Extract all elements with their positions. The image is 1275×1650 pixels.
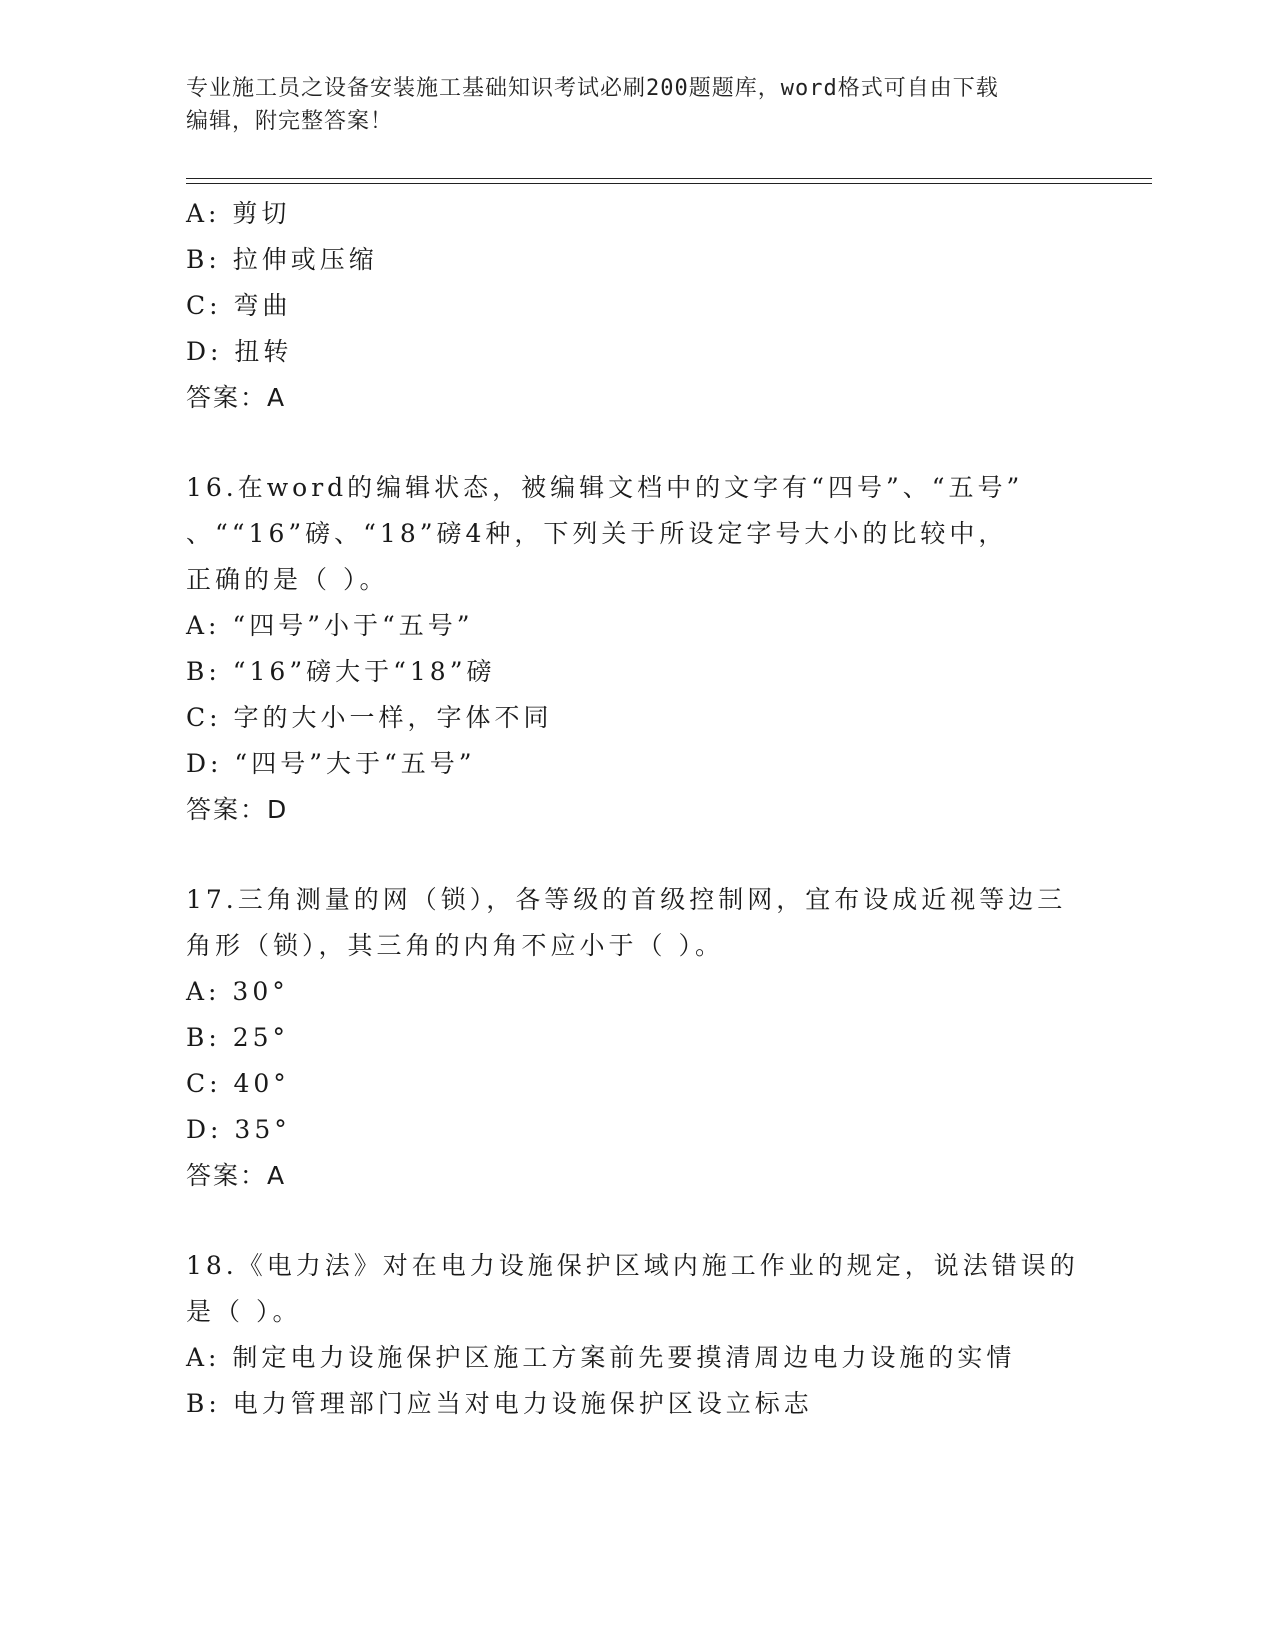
option-c: C: 40° [186, 1069, 290, 1098]
header-title-line-2: 编辑，附完整答案！ [186, 109, 394, 134]
question-17 [186, 877, 1086, 1199]
question-stem-line: 、““16”磅、“18”磅4种，下列关于所设定字号大小的比较中， [186, 519, 1008, 548]
header-divider-top [186, 178, 1152, 179]
option-d: D: 扭转 [186, 337, 293, 366]
option-b: B: 电力管理部门应当对电力设施保护区设立标志 [186, 1389, 813, 1418]
option-b: B: “16”磅大于“18”磅 [186, 657, 496, 686]
question-16 [186, 465, 1086, 833]
option-d: D: “四号”大于“五号” [186, 749, 476, 778]
question-list [186, 191, 1086, 1427]
question-stem-line: 角形（锁），其三角的内角不应小于（ ）。 [186, 931, 724, 960]
answer-line: 答案：A [186, 383, 287, 412]
question-15 [186, 191, 1086, 421]
option-c: C: 字的大小一样，字体不同 [186, 703, 553, 732]
option-b: B: 拉伸或压缩 [186, 245, 378, 274]
question-stem-line: 17.三角测量的网（锁），各等级的首级控制网，宜布设成近视等边三 [186, 885, 1067, 914]
answer-line: 答案：A [186, 1161, 287, 1190]
question-18 [186, 1243, 1086, 1427]
option-d: D: 35° [186, 1115, 291, 1144]
option-b: B: 25° [186, 1023, 290, 1052]
question-stem-line: 正确的是（ ）。 [186, 565, 389, 594]
answer-line: 答案：D [186, 795, 289, 824]
option-a: A: 制定电力设施保护区施工方案前先要摸清周边电力设施的实情 [186, 1343, 1016, 1372]
header-divider-bottom [186, 183, 1152, 184]
option-c: C: 弯曲 [186, 291, 292, 320]
document-header [186, 72, 1086, 138]
spacer [186, 833, 1086, 877]
header-title-line-1: 专业施工员之设备安装施工基础知识考试必刷200题题库，word格式可自由下载 [186, 76, 999, 101]
question-stem-line: 是（ ）。 [186, 1297, 302, 1326]
question-stem-line: 16.在word的编辑状态，被编辑文档中的文字有“四号”、“五号” [186, 473, 1024, 502]
option-a: A: 30° [186, 977, 289, 1006]
question-stem-line: 18.《电力法》对在电力设施保护区域内施工作业的规定，说法错误的 [186, 1251, 1079, 1280]
option-a: A: “四号”小于“五号” [186, 611, 474, 640]
option-a: A: 剪切 [186, 199, 291, 228]
spacer [186, 421, 1086, 465]
spacer [186, 1199, 1086, 1243]
